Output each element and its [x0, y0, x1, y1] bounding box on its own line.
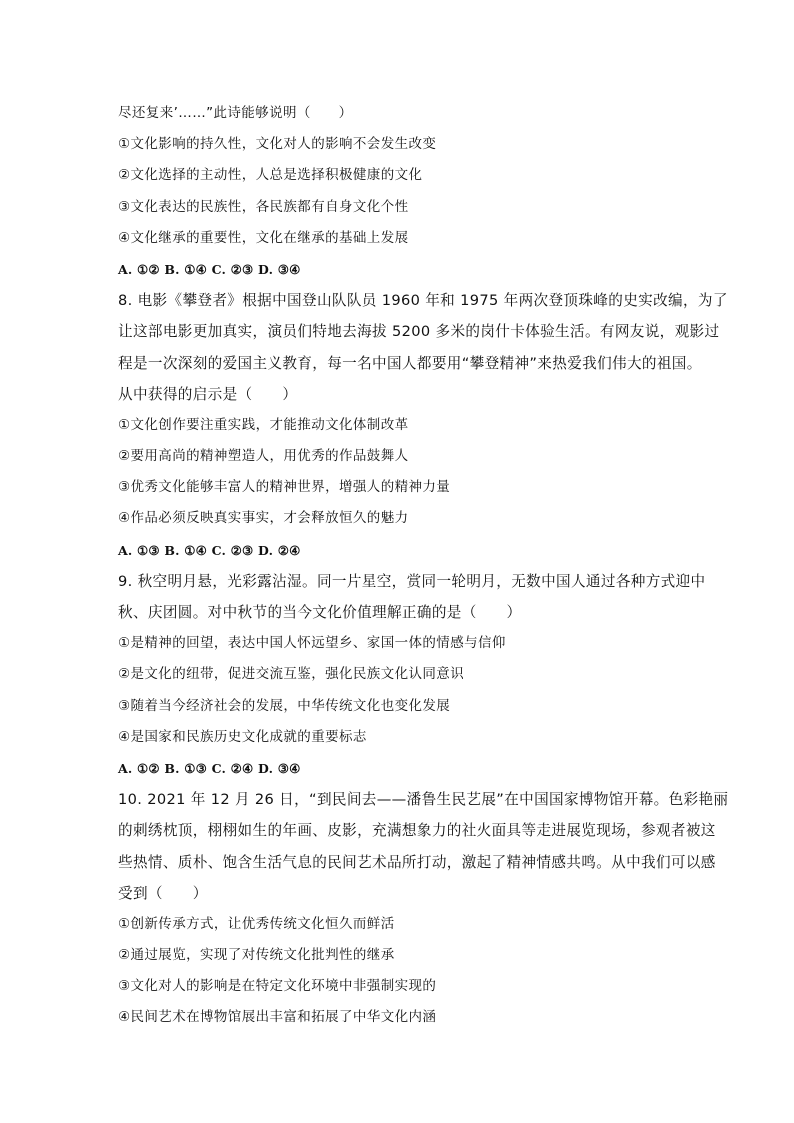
question-stem-line: 让这部电影更加真实，演员们特地去海拔 5200 多米的岗什卡体验生活。有网友说，观影过	[118, 323, 720, 341]
option-line: ③优秀文化能够丰富人的精神世界，增强人的精神力量	[118, 479, 451, 496]
option-line: ②要用高尚的精神塑造人，用优秀的作品鼓舞人	[118, 448, 409, 465]
option-line: ④民间艺术在博物馆展出丰富和拓展了中华文化内涵	[118, 1009, 437, 1026]
option-line: ①文化影响的持久性，文化对人的影响不会发生改变	[118, 136, 437, 153]
option-line: ①创新传承方式，让优秀传统文化恒久而鲜活	[118, 915, 395, 932]
answer-choices-line: A. ①② B. ①④ C. ②③ D. ③④	[118, 261, 301, 277]
question-stem-line: 秋、庆团圆。对中秋节的当今文化价值理解正确的是（ ）	[118, 604, 522, 621]
option-line: ③文化对人的影响是在特定文化环境中非强制实现的	[118, 978, 437, 995]
option-line: ②文化选择的主动性，人总是选择积极健康的文化	[118, 167, 423, 184]
question-stem-line: 的刺绣枕顶，栩栩如生的年画、皮影，充满想象力的社火面具等走进展览现场，参观者被这	[118, 822, 716, 840]
answer-choices-line: A. ①③ B. ①④ C. ②③ D. ②④	[118, 542, 301, 558]
question-stem-line: 受到（ ）	[118, 884, 208, 902]
answer-choices-line: A. ①② B. ①③ C. ②④ D. ③④	[118, 760, 301, 776]
question-stem-line: 10. 2021 年 12 月 26 日，“到民间去——潘鲁生民艺展”在中国国家博物馆开幕。色彩艳丽	[118, 791, 729, 809]
option-line: ④文化继承的重要性，文化在继承的基础上发展	[118, 229, 409, 246]
option-line: ①文化创作要注重实践，才能推动文化体制改革	[118, 416, 409, 433]
option-line: 尽还复来’……”此诗能够说明（ ）	[118, 105, 353, 121]
option-line: ①是精神的回望，表达中国人怀远望乡、家国一体的情感与信仰	[118, 635, 506, 652]
option-line: ④是国家和民族历史文化成就的重要标志	[118, 728, 367, 745]
question-stem-line: 些热情、质朴、饱含生活气息的民间艺术品所打动，激起了精神情感共鸣。从中我们可以感	[118, 853, 716, 871]
question-stem-line: 从中获得的启示是（ ）	[118, 385, 298, 403]
question-stem-line: 程是一次深刻的爱国主义教育，每一名中国人都要用“攀登精神”来热爱我们伟大的祖国。	[118, 354, 702, 372]
option-line: ④作品必须反映真实事实，才会释放恒久的魅力	[118, 510, 409, 527]
option-line: ②是文化的纽带，促进交流互鉴，强化民族文化认同意识	[118, 666, 465, 683]
option-line: ③文化表达的民族性，各民族都有自身文化个性	[118, 198, 409, 215]
document-body	[118, 98, 729, 1034]
option-line: ③随着当今经济社会的发展，中华传统文化也变化发展	[118, 697, 451, 714]
question-stem-line: 9. 秋空明月悬，光彩露沾湿。同一片星空，赏同一轮明月，无数中国人通过各种方式迎中	[118, 572, 706, 590]
option-line: ②通过展览，实现了对传统文化批判性的继承	[118, 947, 395, 964]
question-stem-line: 8. 电影《攀登者》根据中国登山队队员 1960 年和 1975 年两次登顶珠峰的史实改编，为了	[118, 292, 728, 310]
